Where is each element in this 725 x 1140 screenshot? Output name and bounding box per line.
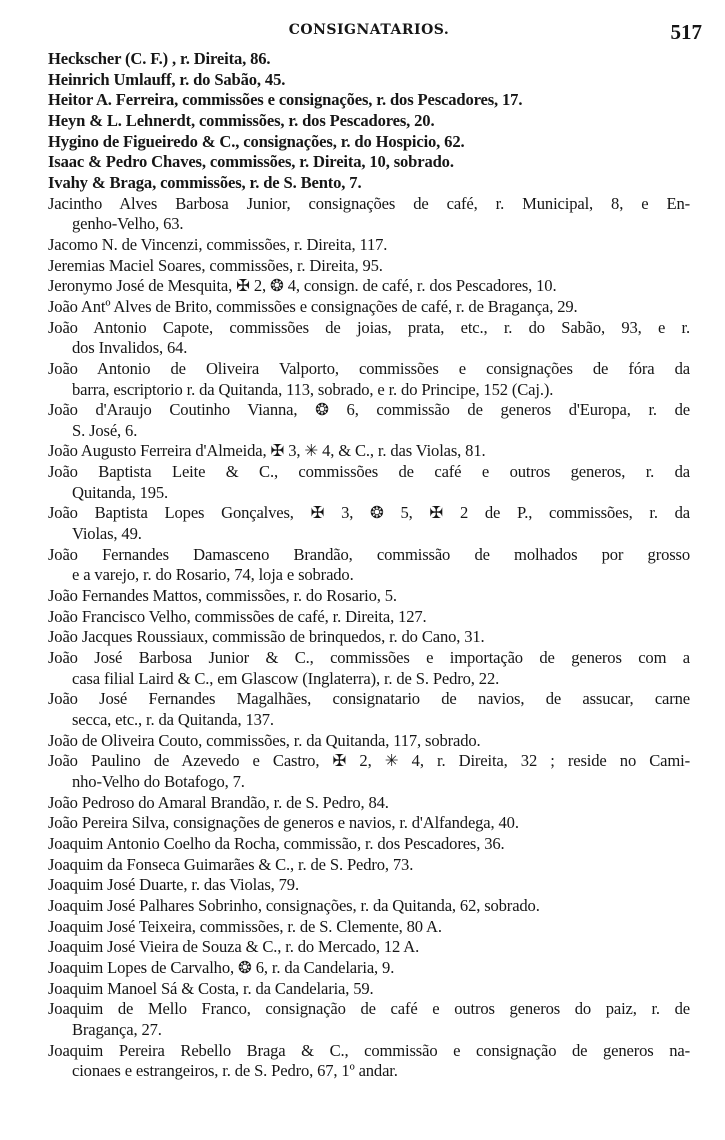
- directory-entry: [48, 627, 690, 648]
- entry-continuation-line: secca, etc., r. da Quitanda, 137.: [72, 710, 274, 729]
- entry-continuation-line: Bragança, 27.: [72, 1019, 162, 1039]
- directory-entry: [48, 607, 690, 628]
- entry-line: Ivahy & Braga, commissões, r. de S. Bento, 7.: [48, 172, 362, 192]
- directory-entry: [48, 648, 690, 689]
- entry-line: Jacintho Alves Barbosa Junior, consignações de café, r. Municipal, 8, e En-: [48, 193, 690, 213]
- entry-line: Heitor A. Ferreira, commissões e consignações, r. dos Pescadores, 17.: [48, 90, 523, 110]
- directory-entry: [48, 359, 690, 400]
- entry-continuation-line: e a varejo, r. do Rosario, 74, loja e sobrado.: [72, 565, 354, 585]
- directory-entry: [48, 70, 690, 91]
- entry-continuation-line: Violas, 49.: [72, 524, 142, 544]
- directory-entry: [48, 111, 690, 132]
- entry-line: João Baptista Lopes Gonçalves, ✠ 3, ❂ 5, ✠ 2 de P., commissões, r. da: [48, 503, 690, 523]
- directory-entry: [48, 751, 690, 792]
- entry-line: Heinrich Umlauff, r. do Sabão, 45.: [48, 69, 286, 89]
- page-header: [48, 20, 702, 46]
- entry-continuation-line: S. José, 6.: [72, 420, 138, 440]
- running-title: CONSIGNATARIOS.: [288, 22, 450, 38]
- directory-entry: [48, 731, 690, 752]
- directory-entry: [48, 132, 690, 153]
- entry-line: João Pereira Silva, consignações de generos e navios, r. d'Alfandega, 40.: [48, 813, 519, 833]
- directory-entry: [48, 979, 690, 1000]
- entry-continuation-line: barra, escriptorio r. da Quitanda, 113, sobrado, e r. do Principe, 152 (Caj.).: [72, 379, 554, 399]
- entry-line: João Antº Alves de Brito, commissões e consignações de café, r. de Bragança, 29.: [48, 296, 578, 316]
- entry-line: João Jacques Roussiaux, commissão de brinquedos, r. do Cano, 31.: [48, 627, 485, 647]
- entry-line: Joaquim Pereira Rebello Braga & C., commissão e consignação de generos na-: [48, 1040, 690, 1060]
- directory-entry: [48, 297, 690, 318]
- entry-continuation-line: nho-Velho do Botafogo, 7.: [72, 771, 245, 791]
- entry-line: João Francisco Velho, commissões de café, r. Direita, 127.: [48, 606, 427, 626]
- entry-line: Jeremias Maciel Soares, commissões, r. Direita, 95.: [48, 255, 383, 275]
- directory-entry: [48, 545, 690, 586]
- entry-line: Hygino de Figueiredo & C., consignações, r. do Hospicio, 62.: [48, 131, 465, 151]
- entry-line: João de Oliveira Couto, commissões, r. da Quitanda, 117, sobrado.: [48, 730, 481, 750]
- directory-entry: [48, 318, 690, 359]
- directory-entry: [48, 834, 690, 855]
- directory-entry: [48, 586, 690, 607]
- directory-entry: [48, 235, 690, 256]
- directory-entry: [48, 917, 690, 938]
- entry-line: Heyn & L. Lehnerdt, commissões, r. dos Pescadores, 20.: [48, 110, 435, 130]
- directory-entry: [48, 813, 690, 834]
- entry-line: Joaquim da Fonseca Guimarães & C., r. de S. Pedro, 73.: [48, 854, 414, 874]
- directory-entry: [48, 937, 690, 958]
- entry-line: João d'Araujo Coutinho Vianna, ❂ 6, commissão de generos d'Europa, r. de: [48, 400, 690, 420]
- entry-line: João Pedroso do Amaral Brandão, r. de S. Pedro, 84.: [48, 792, 389, 812]
- directory-entry: [48, 256, 690, 277]
- directory-entry: [48, 958, 690, 979]
- directory-entry: [48, 194, 690, 235]
- directory-entry: [48, 875, 690, 896]
- entry-continuation-line: casa filial Laird & C., em Glascow (Inglaterra), r. de S. Pedro, 22.: [72, 668, 500, 688]
- directory-entry: [48, 1041, 690, 1082]
- directory-entry: [48, 896, 690, 917]
- entry-line: Isaac & Pedro Chaves, commissões, r. Direita, 10, sobrado.: [48, 152, 454, 172]
- entry-line: João José Barbosa Junior & C., commissões e importação de generos com a: [48, 648, 690, 668]
- entry-line: Jeronymo José de Mesquita, ✠ 2, ❂ 4, consign. de café, r. dos Pescadores, 10.: [48, 276, 557, 296]
- entry-line: Joaquim José Teixeira, commissões, r. de S. Clemente, 80 A.: [48, 916, 442, 936]
- entry-line: Joaquim de Mello Franco, consignação de café e outros generos do paiz, r. de: [48, 999, 690, 1019]
- entry-continuation-line: dos Invalidos, 64.: [72, 338, 188, 358]
- entry-line: Joaquim José Vieira de Souza & C., r. do Mercado, 12 A.: [48, 937, 420, 957]
- entry-line: Joaquim José Palhares Sobrinho, consignações, r. da Quitanda, 62, sobrado.: [48, 895, 540, 915]
- directory-entry: [48, 152, 690, 173]
- entry-line: Joaquim Antonio Coelho da Rocha, commissão, r. dos Pescadores, 36.: [48, 833, 505, 853]
- entry-continuation-line: genho-Velho, 63.: [72, 214, 184, 234]
- entry-line: Joaquim Manoel Sá & Costa, r. da Candelaria, 59.: [48, 978, 374, 998]
- entry-line: João Fernandes Mattos, commissões, r. do Rosario, 5.: [48, 586, 397, 606]
- entry-line: João Augusto Ferreira d'Almeida, ✠ 3, ✳ 4, & C., r. das Violas, 81.: [48, 441, 486, 461]
- directory-entries: [48, 49, 690, 1082]
- entry-line: Heckscher (C. F.) , r. Direita, 86.: [48, 49, 271, 68]
- entry-line: João Antonio Capote, commissões de joias, prata, etc., r. do Sabão, 93, e r.: [48, 317, 690, 337]
- entry-line: João José Fernandes Magalhães, consignatario de navios, de assucar, carne: [48, 689, 690, 709]
- directory-entry: [48, 90, 690, 111]
- entry-continuation-line: cionaes e estrangeiros, r. de S. Pedro, 67, 1º andar.: [72, 1061, 398, 1081]
- entry-line: Joaquim José Duarte, r. das Violas, 79.: [48, 875, 299, 895]
- directory-entry: [48, 503, 690, 544]
- directory-entry: [48, 400, 690, 441]
- entry-line: João Antonio de Oliveira Valporto, commissões e consignações de fóra da: [48, 358, 690, 378]
- entry-line: Jacomo N. de Vincenzi, commissões, r. Direita, 117.: [48, 234, 388, 254]
- page-number: 517: [670, 20, 702, 44]
- entry-continuation-line: Quitanda, 195.: [72, 482, 169, 502]
- entry-line: João Baptista Leite & C., commissões de café e outros generos, r. da: [48, 462, 690, 482]
- directory-entry: [48, 793, 690, 814]
- directory-entry: [48, 855, 690, 876]
- entry-line: João Fernandes Damasceno Brandão, commissão de molhados por grosso: [48, 544, 690, 564]
- directory-entry: [48, 689, 690, 730]
- directory-entry: [48, 462, 690, 503]
- entry-line: João Paulino de Azevedo e Castro, ✠ 2, ✳ 4, r. Direita, 32 ; reside no Cami-: [48, 751, 690, 771]
- directory-entry: [48, 999, 690, 1040]
- directory-entry: [48, 49, 690, 70]
- entry-line: Joaquim Lopes de Carvalho, ❂ 6, r. da Candelaria, 9.: [48, 957, 395, 977]
- directory-entry: [48, 173, 690, 194]
- directory-entry: [48, 441, 690, 462]
- directory-entry: [48, 276, 690, 297]
